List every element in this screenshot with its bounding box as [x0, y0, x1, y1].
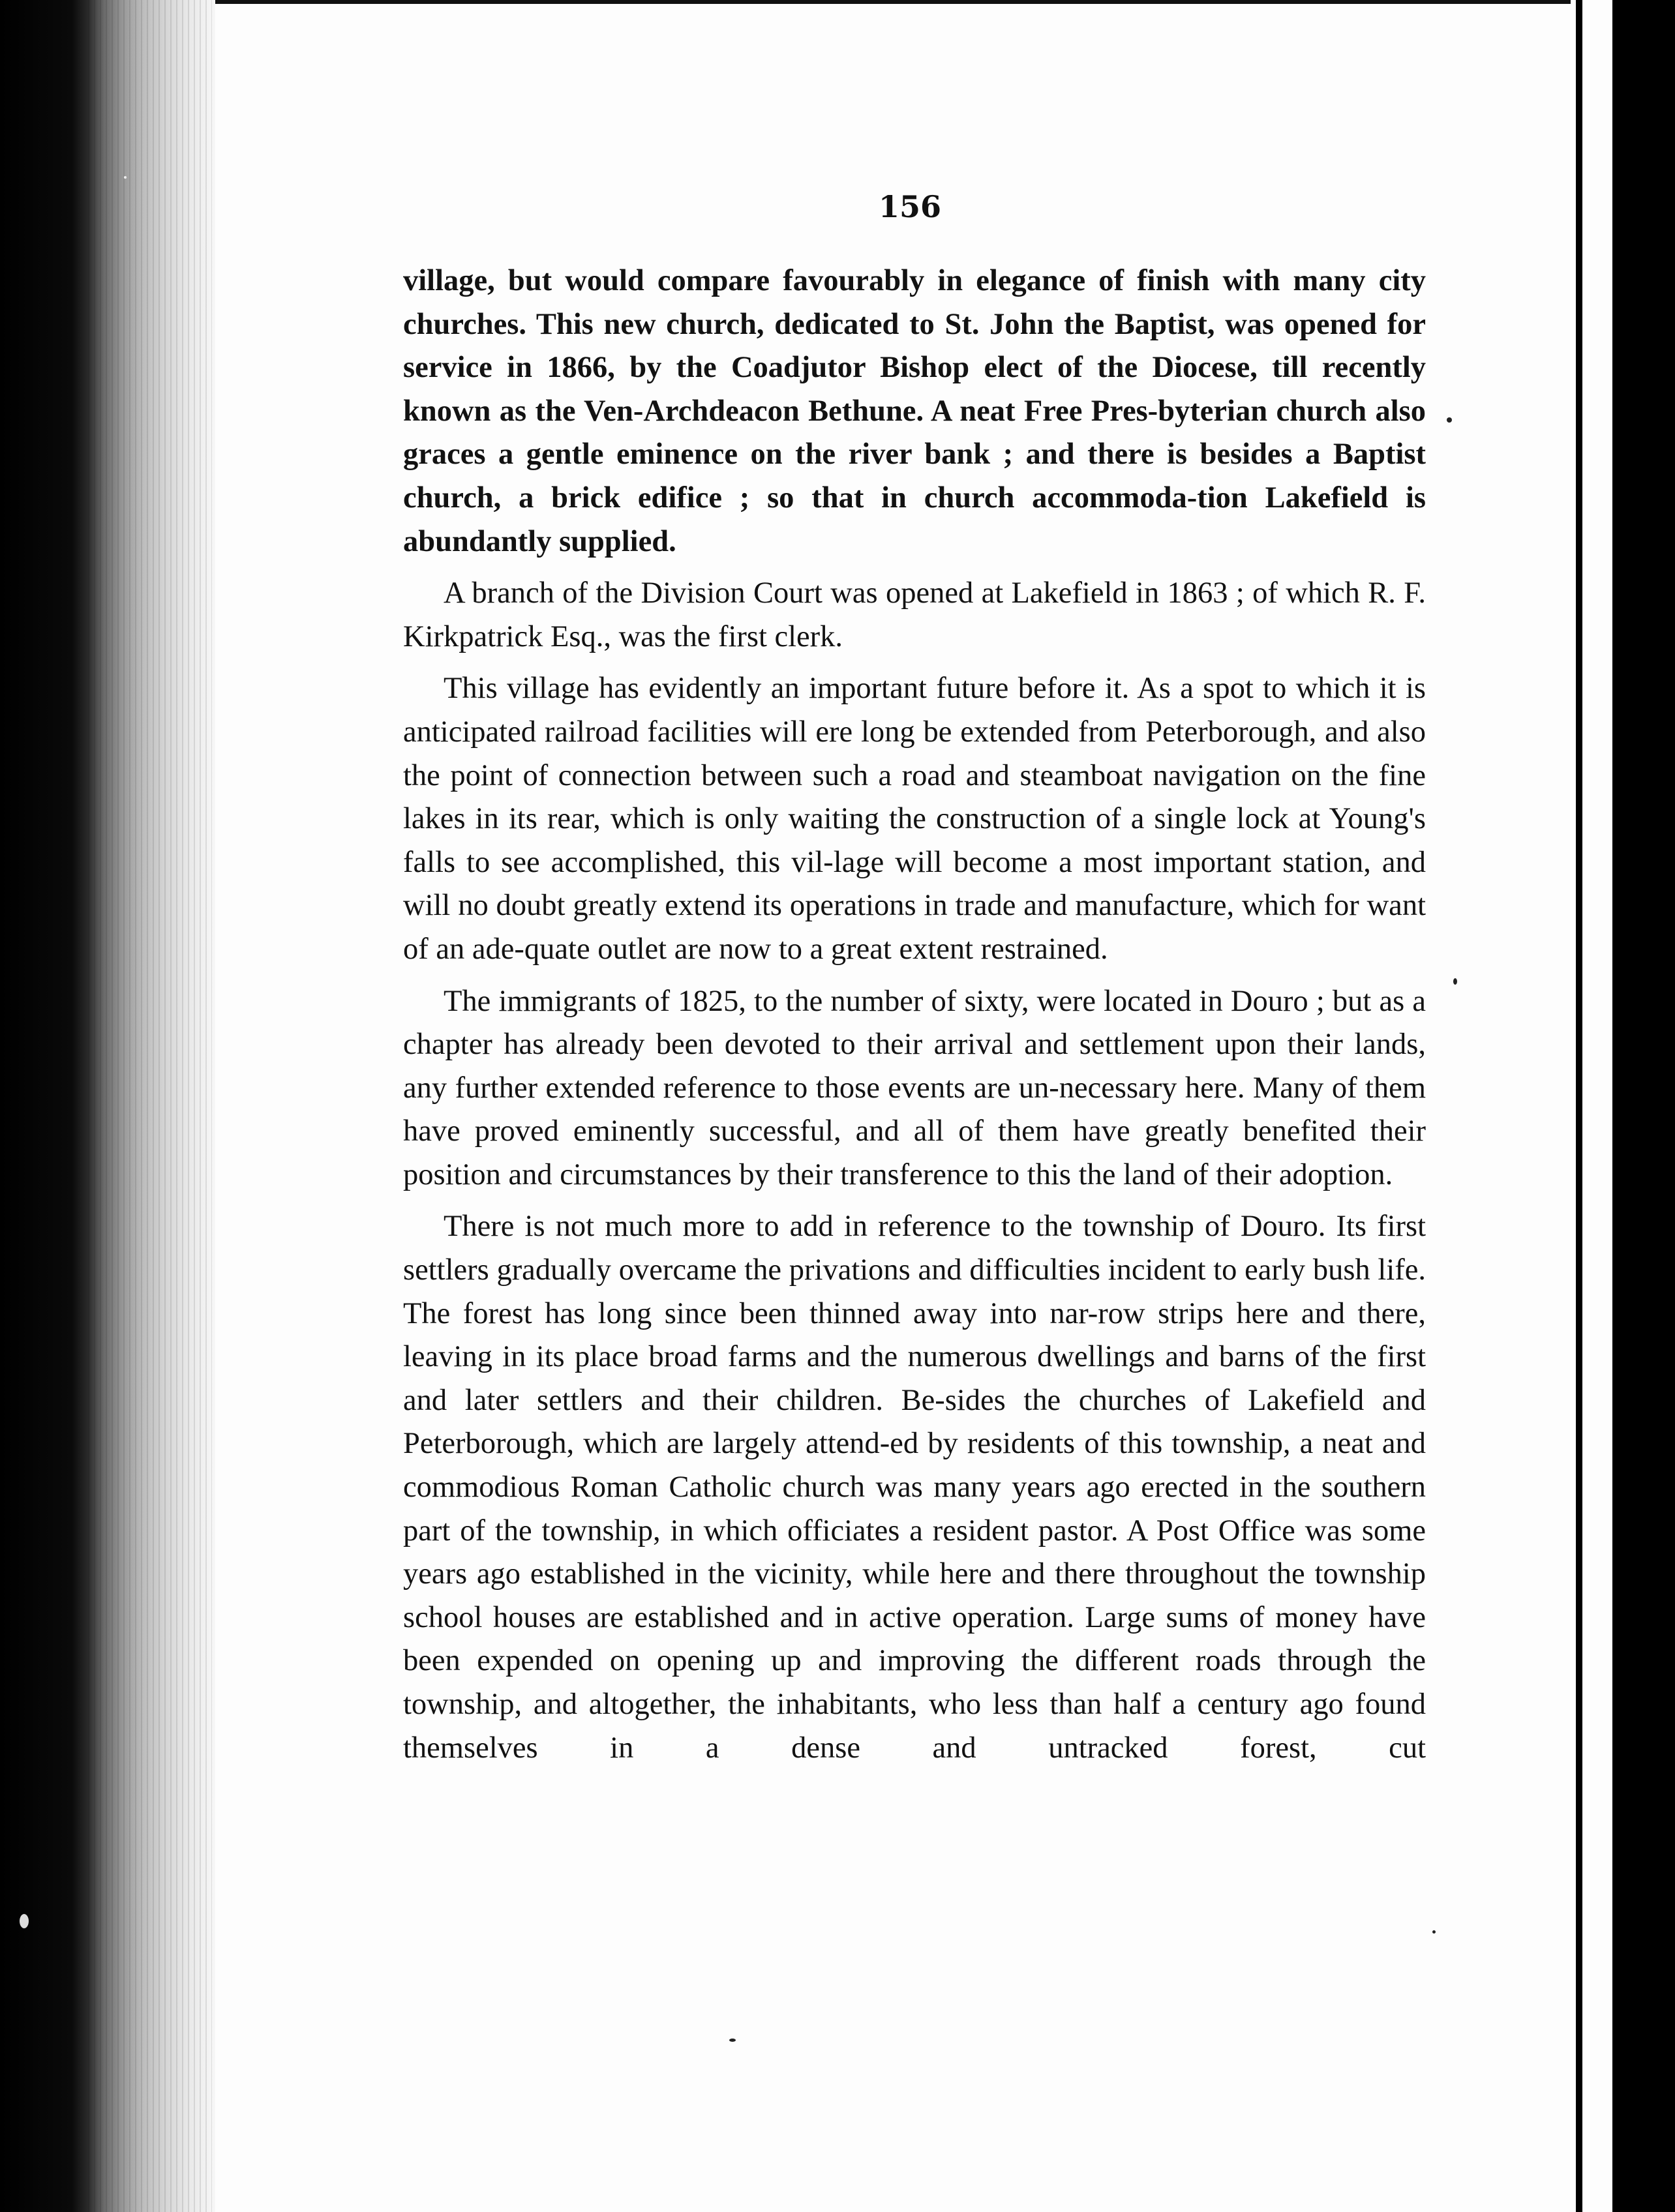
page-edge-lines [88, 0, 212, 2212]
paragraph-5: There is not much more to add in reference to the township of Douro. Its first settlers gradually overcame the privations and difficulties incident to early bush life. The forest has long since been thinned away into nar-row strips here and there, leaving in its place broad farms and the numerous dwellings and barns of the first and later settlers and their children. Be-sides the churches of Lakefield and Peterborough, which are largely attend-ed by residents of this township, a neat and commodious Roman Catholic church was many years ago erected in the southern part of the township, in which officiates a resident pastor. A Post Office was some years ago established in the vicinity, while here and there throughout the township school houses are established and in active operation. Large sums of money have been expended on opening up and improving the different roads through the township, and altogether, the inhabitants, who less than half a century ago found themselves in a dense and untracked forest, cut [403, 1210, 1426, 1765]
scan-speck [1447, 417, 1452, 423]
right-border-rule [1576, 0, 1582, 2212]
right-border-shadow [1612, 0, 1675, 2212]
paragraph-1: village, but would compare favourably in elegance of finish with many city churches. This new church, dedicated to St. John the Baptist, was opened for service in 1866, by the Coadjutor Bishop elect of the Diocese, till recently known as the Ven-Archdeacon Bethune. A neat Free Pres-byterian church also graces a gentle eminence on the river bank ; and there is besides a Baptist church, a brick edifice ; so that in church accommoda-tion Lakefield is abundantly supplied. [403, 264, 1426, 558]
top-border [215, 0, 1571, 4]
right-border [1571, 0, 1675, 2212]
scan-speck [729, 2039, 736, 2042]
scan-speck [1453, 978, 1457, 985]
scan-speck [1432, 1930, 1436, 1934]
paragraph-4: The immigrants of 1825, to the number of sixty, were located in Douro ; but as a chapter has already been devoted to their arrival and settlement upon their lands, any further extended reference to those events are un-necessary here. Many of them have proved eminently successful, and all of them have greatly benefited their position and circumstances by their transference to this the land of their adoption. [403, 984, 1426, 1191]
paragraph-3: This village has evidently an important future before it. As a spot to which it is anticipated railroad facilities will ere long be extended from Peterborough, and also the point of connection between such a road and steamboat navigation on the fine lakes in its rear, which is only waiting the construction of a single lock at Young's falls to see accomplished, this vil-lage will become a most important station, and will no doubt greatly extend its operations in trade and manufacture, which for want of an ade-quate outlet are now to a great extent restrained. [403, 672, 1426, 966]
paragraph-2: A branch of the Division Court was opened at Lakefield in 1863 ; of which R. F. Kirkpatrick Esq., was the first clerk. [403, 576, 1426, 653]
scan-speck [124, 176, 127, 179]
scan-speck [20, 1914, 29, 1928]
page-number: 156 [878, 189, 942, 224]
body-text [403, 260, 1426, 1778]
